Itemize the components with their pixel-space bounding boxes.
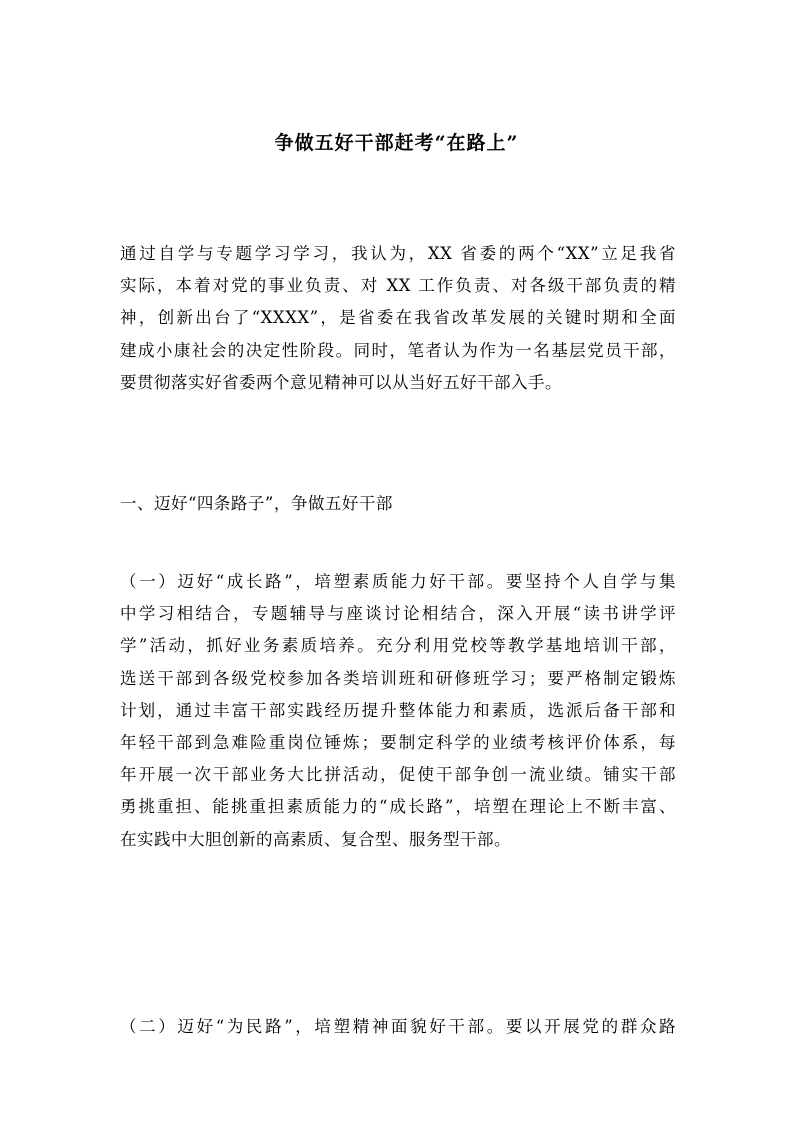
section-heading-text: 一、迈好“四条路子”，争做五好干部 (120, 494, 393, 513)
intro-line: 建成小康社会的决定性阶段。同时，笔者认为作为一名基层党员干部， (120, 340, 676, 360)
subsection-2-line: （二）迈好“为民路”，培塑精神面貌好干部。要以开展党的群众路 (120, 1017, 676, 1036)
intro-line: 通过自学与专题学习学习，我认为，XX 省委的两个“XX”立足我省 (120, 244, 676, 263)
document-title: 争做五好干部赶考“在路上” (274, 132, 519, 154)
subsection-1-line: 中学习相结合，专题辅导与座谈讨论相结合，深入开展“读书讲学评 (120, 604, 676, 624)
subsection-1-line: 在实践中大胆创新的高素质、复合型、服务型干部。 (120, 829, 511, 849)
subsection-1-line: 年开展一次干部业务大比拼活动，促使干部争创一流业绩。铺实干部 (120, 765, 676, 785)
subsection-1-line: （一）迈好“成长路”，培塑素质能力好干部。要坚持个人自学与集 (120, 572, 676, 591)
intro-line: 神，创新出台了“XXXX”，是省委在我省改革发展的关键时期和全面 (120, 308, 676, 328)
subsection-1-line: 选送干部到各级党校参加各类培训班和研修班学习；要严格制定锻炼 (120, 668, 676, 688)
subsection-2-paragraph (120, 1011, 676, 1043)
intro-line: 要贯彻落实好省委两个意见精神可以从当好五好干部入手。 (120, 372, 562, 392)
intro-paragraph (120, 238, 676, 399)
subsection-1-paragraph (120, 566, 676, 856)
subsection-1-line: 年轻干部到急难险重岗位锤炼；要制定科学的业绩考核评价体系，每 (120, 733, 676, 753)
subsection-1-line: 学”活动，抓好业务素质培养。充分利用党校等教学基地培训干部， (120, 636, 676, 656)
section-heading (120, 488, 676, 520)
intro-line: 实际，本着对党的事业负责、对 XX 工作负责、对各级干部负责的精 (120, 276, 676, 296)
subsection-1-line: 勇挑重担、能挑重担素质能力的“成长路”，培塑在理论上不断丰富、 (120, 797, 676, 817)
subsection-1-line: 计划，通过丰富干部实践经历提升整体能力和素质，选派后备干部和 (120, 700, 676, 720)
